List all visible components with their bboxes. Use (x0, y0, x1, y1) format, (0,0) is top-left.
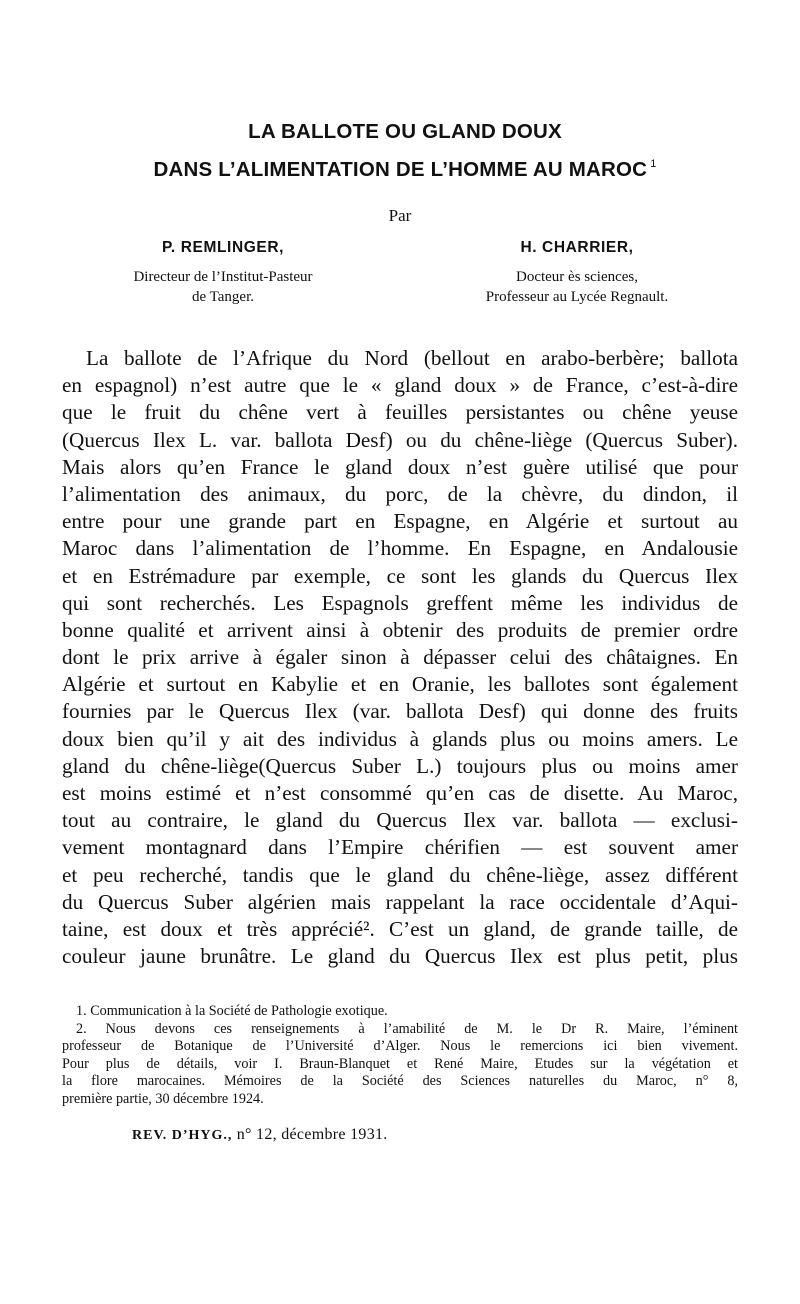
body-line: qui sont recherchés. Les Espagnols greffent même les individus de (62, 590, 738, 615)
article-title-line-2-text: DANS L’ALIMENTATION DE L’HOMME AU MAROC (153, 158, 648, 181)
journal-citation (132, 1126, 388, 1144)
footnote-2-line: première partie, 30 décembre 1924. (62, 1090, 264, 1107)
body-line: Mais alors qu’en France le gland doux n’est guère utilisé que pour (62, 454, 738, 479)
body-line: doux bien qu’il y ait des individus à glands plus ou moins amers. Le (62, 726, 738, 751)
body-line: gland du chêne-liège(Quercus Suber L.) toujours plus ou moins amer (62, 753, 738, 778)
author-remlinger (78, 238, 368, 307)
body-line: et en Estrémadure par exemple, ce sont les glands du Quercus Ilex (62, 563, 738, 588)
footnote-2-line: professeur de Botanique de l’Université d’Alger. Nous le remercions ici bien vivement. (62, 1038, 738, 1055)
title-footnote-mark: 1 (650, 158, 657, 170)
footnote-1: 1. Communication à la Société de Pathologie exotique. (76, 1003, 388, 1019)
author-affiliation-line-1: Docteur ès sciences, (515, 269, 639, 285)
body-line: du Quercus Suber algérien mais rappelant la race occidentale d’Aqui- (62, 889, 738, 914)
author-affiliation-line-1: Directeur de l’Institut-Pasteur (133, 269, 313, 285)
author-affiliation-line-2: Professeur au Lycée Regnault. (485, 289, 669, 305)
body-line: entre pour une grande part en Espagne, en Algérie et surtout au (62, 509, 738, 534)
author-name: H. CHARRIER, (520, 239, 634, 256)
body-line: couleur jaune brunâtre. Le gland du Quercus Ilex est plus petit, plus (62, 944, 738, 969)
footnote-2-line: la flore marocaines. Mémoires de la Société des Sciences naturelles du Maroc, n° 8, (62, 1073, 738, 1090)
article-title-line-2 (60, 158, 750, 182)
body-line: Algérie et surtout en Kabylie et en Oranie, les ballotes sont également (62, 672, 738, 697)
body-line: taine, est doux et très apprécié². C’est un gland, de grande taille, de (62, 916, 738, 941)
author-affiliation-line-2: de Tanger. (192, 289, 254, 305)
journal-name: REV. D’HYG., (132, 1128, 233, 1143)
body-line: Maroc dans l’alimentation de l’homme. En Espagne, en Andalousie (62, 536, 738, 561)
body-line: (Quercus Ilex L. var. ballota Desf) ou du chêne-liège (Quercus Suber). (62, 427, 738, 452)
body-line: vement montagnard dans l’Empire chérifien — est souvent amer (62, 835, 738, 860)
body-line: La ballote de l’Afrique du Nord (bellout en arabo-berbère; ballota (86, 346, 738, 370)
body-line: est moins estimé et n’est consommé qu’en cas de disette. Au Maroc, (62, 781, 738, 805)
body-line: que le fruit du chêne vert à feuilles persistantes ou chêne yeuse (62, 400, 738, 425)
article-title-line-1: LA BALLOTE OU GLAND DOUX (248, 120, 562, 143)
author-name: P. REMLINGER, (161, 239, 285, 256)
footnote-2-line: Pour plus de détails, voir I. Braun-Blanquet et René Maire, Etudes sur la végétation et (62, 1055, 738, 1072)
body-line: et peu recherché, tandis que le gland du chêne-liège, assez différent (62, 862, 738, 887)
byline: Par (388, 206, 412, 225)
body-line: en espagnol) n’est autre que le « gland doux » de France, c’est-à-dire (62, 373, 738, 398)
footnotes (62, 1003, 738, 1109)
footnote-2-line: 2. Nous devons ces renseignements à l’amabilité de M. le Dr R. Maire, l’éminent (76, 1020, 738, 1037)
body-line: dont le prix arrive à égaler sinon à dépasser celui des châtaignes. En (62, 645, 738, 670)
body-line: tout au contraire, le gland du Quercus Ilex var. ballota — exclusi- (62, 808, 738, 833)
body-line: fournies par le Quercus Ilex (var. ballota Desf) qui donne des fruits (62, 699, 738, 724)
journal-issue: n° 12, décembre 1931. (236, 1126, 388, 1143)
body-line: l’alimentation des animaux, du porc, de la chèvre, du dindon, il (62, 481, 738, 506)
body-line: bonne qualité et arrivent ainsi à obtenir des produits de premier ordre (62, 617, 738, 642)
body-paragraph (62, 345, 738, 970)
author-charrier (432, 238, 722, 307)
